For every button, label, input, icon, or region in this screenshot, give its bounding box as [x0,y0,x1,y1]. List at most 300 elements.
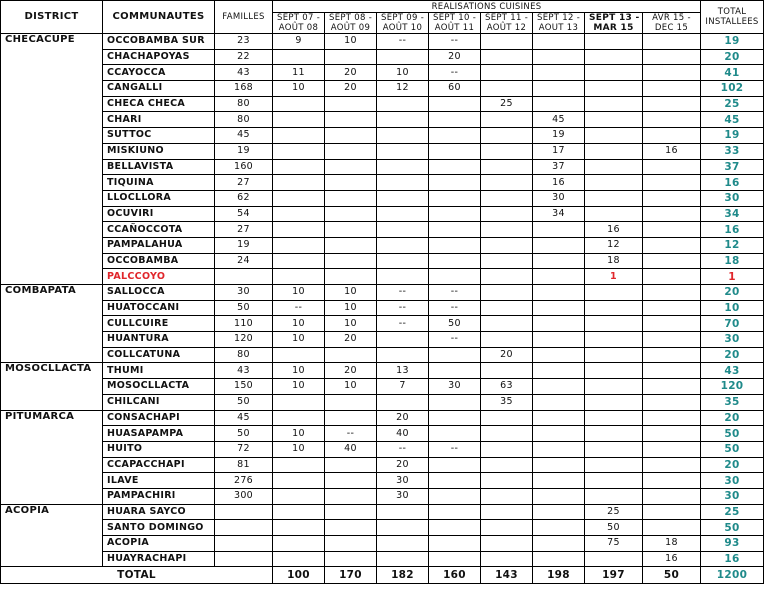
period-cell: 10 [273,426,325,442]
period-cell [533,363,585,379]
table-row [1,65,764,81]
district-cell [1,65,103,81]
period-cell: -- [377,34,429,50]
period-cell [643,363,701,379]
period-cell [643,300,701,316]
period-header [377,13,429,34]
period-cell [377,332,429,348]
period-cell: 75 [585,536,643,552]
period-cell: 10 [325,300,377,316]
period-cell [585,143,643,159]
period-cell [533,488,585,504]
period-cell [273,175,325,191]
district-cell: MOSOCLLACTA [1,363,103,379]
period-header [273,13,325,34]
period-cell [429,551,481,567]
community-cell: PAMPALAHUA [103,237,215,253]
period-cell: 12 [585,237,643,253]
period-cell [481,488,533,504]
period-cell [533,536,585,552]
period-cell: 60 [429,81,481,97]
totals-label: TOTAL [1,567,273,584]
period-cell [643,222,701,238]
period-cell [273,504,325,520]
period-cell [533,520,585,536]
period-cell [429,347,481,363]
total-cell: 20 [701,410,764,426]
period-header-line1: AVR 15 - [652,13,691,23]
period-cell [273,269,325,285]
period-cell [273,49,325,65]
period-cell: 10 [325,379,377,395]
district-cell [1,128,103,144]
families-cell: 54 [215,206,273,222]
period-cell: 20 [377,410,429,426]
period-cell [429,269,481,285]
total-cell: 25 [701,96,764,112]
total-cell: 70 [701,316,764,332]
period-cell [325,504,377,520]
total-cell: 50 [701,426,764,442]
families-cell: 27 [215,222,273,238]
total-cell: 34 [701,206,764,222]
period-header-line2: AOÛT 09 [330,23,371,33]
community-cell: COLLCATUNA [103,347,215,363]
table-row [1,426,764,442]
period-cell [643,457,701,473]
total-cell: 93 [701,536,764,552]
period-cell: 25 [481,96,533,112]
period-cell [643,49,701,65]
period-cell [325,159,377,175]
total-header-line1: TOTAL [717,7,747,17]
period-cell: 10 [325,285,377,301]
period-cell [643,410,701,426]
community-cell: THUMI [103,363,215,379]
period-cell [643,81,701,97]
families-cell: 50 [215,394,273,410]
period-cell [429,206,481,222]
period-cell [325,410,377,426]
district-cell [1,426,103,442]
period-cell [643,237,701,253]
table-row [1,81,764,97]
period-cell [481,426,533,442]
period-total-cell: 182 [377,567,429,584]
table-row [1,34,764,50]
total-cell: 20 [701,347,764,363]
district-cell: COMBAPATA [1,285,103,301]
period-cell [643,473,701,489]
period-cell [643,190,701,206]
period-cell [481,316,533,332]
period-cell [377,143,429,159]
table-row [1,316,764,332]
period-cell [377,253,429,269]
families-cell: 43 [215,363,273,379]
period-cell [429,363,481,379]
district-cell [1,394,103,410]
total-cell: 120 [701,379,764,395]
table-row [1,285,764,301]
period-header-line2: AOÛT 11 [434,23,475,33]
total-cell: 25 [701,504,764,520]
district-cell [1,222,103,238]
period-cell: -- [429,332,481,348]
period-total-cell: 198 [533,567,585,584]
families-cell: 160 [215,159,273,175]
period-cell [481,457,533,473]
families-cell: 62 [215,190,273,206]
period-cell [325,222,377,238]
total-cell: 43 [701,363,764,379]
table-row [1,128,764,144]
period-cell [273,143,325,159]
families-cell [215,536,273,552]
period-cell: 7 [377,379,429,395]
period-cell [481,473,533,489]
period-header-line1: SEPT 09 - [381,13,425,23]
period-cell [481,222,533,238]
period-cell [481,332,533,348]
families-cell: 24 [215,253,273,269]
period-cell [377,237,429,253]
period-cell [481,128,533,144]
period-cell [273,488,325,504]
district-cell [1,112,103,128]
total-header-line2: INSTALLEES [705,17,759,27]
period-cell [643,520,701,536]
community-cell: SALLOCCA [103,285,215,301]
table-row [1,253,764,269]
period-cell [533,410,585,426]
period-cell: 10 [273,81,325,97]
district-cell [1,190,103,206]
district-cell [1,269,103,285]
period-cell [481,410,533,426]
community-cell: PALCCOYO [103,269,215,285]
period-cell [429,504,481,520]
table-row [1,551,764,567]
period-cell: 20 [377,457,429,473]
district-header: DISTRICT [1,1,103,34]
period-cell: -- [377,285,429,301]
period-cell [273,536,325,552]
community-cell: BELLAVISTA [103,159,215,175]
period-cell [481,536,533,552]
period-cell [643,488,701,504]
total-cell: 16 [701,222,764,238]
period-cell [429,159,481,175]
table-row [1,441,764,457]
district-cell: PITUMARCA [1,410,103,426]
period-cell: 10 [325,316,377,332]
period-cell [273,237,325,253]
period-cell [533,269,585,285]
period-cell: -- [377,300,429,316]
period-cell [585,441,643,457]
period-cell [533,394,585,410]
period-cell [533,457,585,473]
period-cell: 40 [325,441,377,457]
period-total-cell: 50 [643,567,701,584]
table-row [1,410,764,426]
period-cell: 18 [585,253,643,269]
familles-header: FAMILLES [215,1,273,34]
period-cell: -- [429,285,481,301]
total-cell: 12 [701,237,764,253]
period-cell [429,426,481,442]
total-cell: 20 [701,49,764,65]
period-cell [481,520,533,536]
period-cell: -- [429,34,481,50]
period-cell [643,34,701,50]
period-cell [481,81,533,97]
period-cell [585,426,643,442]
families-cell [215,551,273,567]
district-cell [1,175,103,191]
period-total-cell: 170 [325,567,377,584]
period-cell: 12 [377,81,429,97]
period-cell [481,65,533,81]
table-row [1,473,764,489]
total-cell: 33 [701,143,764,159]
total-cell: 45 [701,112,764,128]
period-header-line1: SEPT 12 - [537,13,581,23]
period-cell [481,551,533,567]
period-header-line2: DEC 15 [654,23,689,33]
period-cell: 10 [273,332,325,348]
table-row [1,394,764,410]
period-cell [533,253,585,269]
period-cell [533,347,585,363]
period-cell [585,96,643,112]
period-cell [533,300,585,316]
period-cell [643,332,701,348]
period-header-line2: AOÛT 10 [382,23,423,33]
period-cell [643,426,701,442]
community-cell: CCAPACCHAPI [103,457,215,473]
table-row [1,159,764,175]
district-cell [1,379,103,395]
district-cell [1,551,103,567]
period-cell: 11 [273,65,325,81]
period-cell [377,190,429,206]
period-cell [533,379,585,395]
total-cell: 35 [701,394,764,410]
period-cell [481,253,533,269]
period-cell: 50 [429,316,481,332]
period-header-line2: AOÛT 08 [278,23,319,33]
families-cell: 81 [215,457,273,473]
period-cell [643,206,701,222]
period-cell [481,34,533,50]
period-header-line1: SEPT 08 - [329,13,373,23]
period-cell: 20 [325,332,377,348]
period-cell [481,237,533,253]
community-cell: HUANTURA [103,332,215,348]
period-cell [481,269,533,285]
period-cell [377,175,429,191]
period-cell: 10 [273,379,325,395]
period-cell [481,285,533,301]
period-header [325,13,377,34]
families-cell: 80 [215,112,273,128]
period-cell [585,128,643,144]
families-cell: 43 [215,65,273,81]
period-cell [429,520,481,536]
families-cell: 50 [215,426,273,442]
period-cell [533,551,585,567]
district-cell [1,159,103,175]
period-cell [429,112,481,128]
period-cell [325,394,377,410]
period-cell [533,441,585,457]
period-cell [273,520,325,536]
community-cell: HUARA SAYCO [103,504,215,520]
period-cell [273,159,325,175]
period-cell [273,551,325,567]
district-cell [1,488,103,504]
total-cell: 30 [701,332,764,348]
period-cell [429,488,481,504]
community-cell: CCAÑOCCOTA [103,222,215,238]
period-cell [533,237,585,253]
period-cell [533,285,585,301]
period-cell [585,347,643,363]
period-cell [377,520,429,536]
period-total-cell: 143 [481,567,533,584]
total-cell: 37 [701,159,764,175]
period-cell [325,253,377,269]
period-cell [643,159,701,175]
table-row [1,143,764,159]
community-cell: CANGALLI [103,81,215,97]
period-cell [377,49,429,65]
period-cell: 63 [481,379,533,395]
total-cell: 19 [701,34,764,50]
total-cell: 30 [701,488,764,504]
period-cell [533,65,585,81]
period-cell [643,379,701,395]
period-cell [377,536,429,552]
period-cell [429,128,481,144]
period-cell [325,206,377,222]
period-cell [643,96,701,112]
period-cell [273,112,325,128]
period-cell [429,222,481,238]
period-cell [377,504,429,520]
families-cell: 19 [215,143,273,159]
period-cell [325,112,377,128]
period-cell [585,285,643,301]
period-cell [325,128,377,144]
period-cell [533,34,585,50]
total-cell: 50 [701,520,764,536]
families-cell: 80 [215,96,273,112]
table-row [1,300,764,316]
district-cell [1,536,103,552]
district-cell [1,520,103,536]
total-cell: 41 [701,65,764,81]
period-cell [429,394,481,410]
period-cell [481,190,533,206]
period-cell [429,175,481,191]
community-cell: CCAYOCCA [103,65,215,81]
community-cell: PAMPACHIRI [103,488,215,504]
period-cell [643,128,701,144]
families-cell: 45 [215,410,273,426]
period-cell [643,316,701,332]
period-cell [325,347,377,363]
community-cell: ACOPIA [103,536,215,552]
period-cell: 16 [643,551,701,567]
period-cell [377,222,429,238]
period-cell: 30 [533,190,585,206]
period-cell [429,253,481,269]
realisations-header: REALISATIONS CUISINES [273,1,701,13]
community-cell: CONSACHAPI [103,410,215,426]
district-cell [1,332,103,348]
period-header [585,13,643,34]
period-cell [585,410,643,426]
period-cell: 20 [429,49,481,65]
period-cell: 30 [429,379,481,395]
total-cell: 16 [701,551,764,567]
families-cell [215,269,273,285]
period-cell [273,473,325,489]
district-cell: CHECACUPE [1,34,103,50]
period-cell [533,316,585,332]
period-cell: -- [325,426,377,442]
period-cell [377,112,429,128]
community-cell: OCUVIRI [103,206,215,222]
period-cell [325,143,377,159]
period-cell [585,488,643,504]
period-cell [533,332,585,348]
total-cell: 18 [701,253,764,269]
table-row [1,49,764,65]
table-row [1,206,764,222]
district-cell [1,81,103,97]
district-cell [1,473,103,489]
period-cell [273,457,325,473]
period-cell: 40 [377,426,429,442]
table-row [1,222,764,238]
families-cell: 276 [215,473,273,489]
families-cell: 72 [215,441,273,457]
community-cell: OCCOBAMBA [103,253,215,269]
period-cell [585,394,643,410]
period-cell [377,96,429,112]
families-cell: 30 [215,285,273,301]
table-row [1,379,764,395]
period-cell [429,237,481,253]
period-cell [377,206,429,222]
total-cell: 102 [701,81,764,97]
community-cell: OCCOBAMBA SUR [103,34,215,50]
period-cell: 1 [585,269,643,285]
period-cell [585,332,643,348]
table-row [1,504,764,520]
period-cell [325,520,377,536]
district-cell [1,237,103,253]
period-cell: 16 [585,222,643,238]
community-cell: LLOCLLORA [103,190,215,206]
period-cell [377,394,429,410]
period-cell [481,143,533,159]
period-cell: 20 [481,347,533,363]
